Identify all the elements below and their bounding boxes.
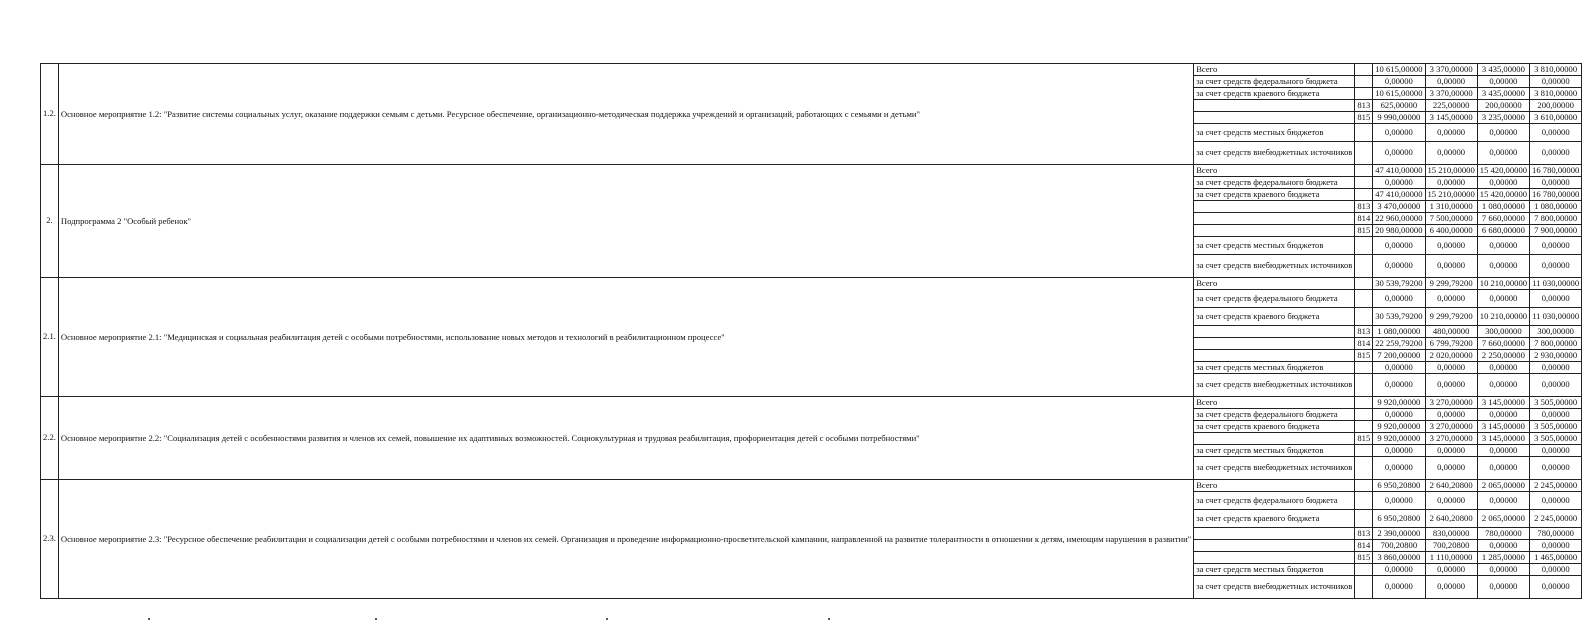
amount-year-1: 830,00000 (1425, 528, 1477, 540)
amount-year-3: 300,00000 (1530, 326, 1582, 338)
funding-source: за счет средств внебюджетных источников (1194, 576, 1355, 599)
budget-code (1355, 492, 1373, 510)
table-row (41, 165, 1582, 177)
budget-code (1355, 510, 1373, 528)
funding-source: за счет средств федерального бюджета (1194, 76, 1355, 88)
amount-year-2: 300,00000 (1477, 326, 1529, 338)
amount-year-2: 2 250,00000 (1477, 350, 1529, 362)
amount-year-1: 7 500,00000 (1425, 213, 1477, 225)
amount-year-1: 2 640,20800 (1425, 510, 1477, 528)
budget-code (1355, 237, 1373, 255)
amount-total: 0,00000 (1373, 76, 1425, 88)
amount-year-2: 0,00000 (1477, 540, 1529, 552)
amount-year-3: 11 030,00000 (1530, 278, 1582, 290)
budget-code (1355, 421, 1373, 433)
funding-source: за счет средств федерального бюджета (1194, 492, 1355, 510)
budget-code (1355, 374, 1373, 397)
amount-year-1: 0,00000 (1425, 362, 1477, 374)
amount-total: 2 390,00000 (1373, 528, 1425, 540)
amount-total: 0,00000 (1373, 564, 1425, 576)
amount-total: 0,00000 (1373, 142, 1425, 165)
amount-year-2: 0,00000 (1477, 124, 1529, 142)
section-name: Основное мероприятие 1.2: "Развитие системы социальных услуг, оказание поддержки семьям с детьми. Ресурсное обеспечение, организационно-методическая поддержка учреждений и организаций, работающих с семьями и детьми" (58, 64, 1193, 165)
amount-year-2: 2 065,00000 (1477, 510, 1529, 528)
budget-code: 815 (1355, 552, 1373, 564)
amount-year-3: 200,00000 (1530, 100, 1582, 112)
funding-source: за счет средств краевого бюджета (1194, 189, 1355, 201)
section-name: Основное мероприятие 2.3: "Ресурсное обеспечение реабилитации и социализации детей с особыми потребностями и членов их семей. Организация и проведение информационно-просветительской кампании, направленной на развитие толерантности в отношении к детям, имеющим нарушения в развитии" (58, 480, 1193, 599)
budget-code: 814 (1355, 540, 1373, 552)
amount-year-1: 15 210,00000 (1425, 165, 1477, 177)
budget-code (1355, 445, 1373, 457)
amount-year-3: 0,00000 (1530, 255, 1582, 278)
budget-code: 815 (1355, 225, 1373, 237)
amount-total: 3 470,00000 (1373, 201, 1425, 213)
amount-year-1: 0,00000 (1425, 237, 1477, 255)
budget-code (1355, 255, 1373, 278)
budget-code: 815 (1355, 350, 1373, 362)
funding-source: за счет средств местных бюджетов (1194, 237, 1355, 255)
funding-source: за счет средств местных бюджетов (1194, 445, 1355, 457)
table-row (41, 278, 1582, 290)
amount-year-3: 2 245,00000 (1530, 510, 1582, 528)
amount-year-3: 0,00000 (1530, 177, 1582, 189)
amount-year-1: 3 370,00000 (1425, 88, 1477, 100)
amount-year-1: 700,20800 (1425, 540, 1477, 552)
amount-year-2: 3 235,00000 (1477, 112, 1529, 124)
amount-year-2: 6 680,00000 (1477, 225, 1529, 237)
amount-year-3: 3 610,00000 (1530, 112, 1582, 124)
funding-source (1194, 552, 1355, 564)
budget-table (40, 63, 1582, 599)
amount-year-2: 3 435,00000 (1477, 88, 1529, 100)
funding-source: за счет средств внебюджетных источников (1194, 374, 1355, 397)
section-index: 2.3. (41, 480, 59, 599)
funding-source (1194, 528, 1355, 540)
amount-total: 0,00000 (1373, 290, 1425, 308)
budget-code (1355, 457, 1373, 480)
budget-code (1355, 76, 1373, 88)
amount-year-2: 0,00000 (1477, 237, 1529, 255)
amount-total: 22 259,79200 (1373, 338, 1425, 350)
funding-source: за счет средств внебюджетных источников (1194, 142, 1355, 165)
funding-source: за счет средств федерального бюджета (1194, 177, 1355, 189)
amount-year-3: 0,00000 (1530, 445, 1582, 457)
section-index: 2.1. (41, 278, 59, 397)
amount-year-1: 225,00000 (1425, 100, 1477, 112)
amount-year-3: 16 780,00000 (1530, 189, 1582, 201)
amount-year-3: 0,00000 (1530, 362, 1582, 374)
amount-total: 9 920,00000 (1373, 433, 1425, 445)
scan-speck (606, 618, 608, 620)
amount-year-2: 15 420,00000 (1477, 189, 1529, 201)
amount-total: 9 990,00000 (1373, 112, 1425, 124)
funding-source: за счет средств федерального бюджета (1194, 290, 1355, 308)
section-index: 2. (41, 165, 59, 278)
amount-year-1: 0,00000 (1425, 457, 1477, 480)
amount-year-3: 0,00000 (1530, 576, 1582, 599)
amount-year-3: 7 900,00000 (1530, 225, 1582, 237)
funding-source: за счет средств федерального бюджета (1194, 409, 1355, 421)
amount-year-3: 3 505,00000 (1530, 397, 1582, 409)
budget-code: 813 (1355, 528, 1373, 540)
amount-year-3: 1 465,00000 (1530, 552, 1582, 564)
funding-source: за счет средств местных бюджетов (1194, 564, 1355, 576)
budget-code (1355, 362, 1373, 374)
amount-year-1: 0,00000 (1425, 177, 1477, 189)
amount-total: 30 539,79200 (1373, 278, 1425, 290)
amount-total: 0,00000 (1373, 409, 1425, 421)
section-name: Подпрограмма 2 "Особый ребенок" (58, 165, 1193, 278)
budget-table-page (40, 63, 1582, 599)
amount-year-1: 0,00000 (1425, 564, 1477, 576)
amount-year-2: 200,00000 (1477, 100, 1529, 112)
funding-source (1194, 100, 1355, 112)
funding-source: за счет средств краевого бюджета (1194, 510, 1355, 528)
amount-year-3: 0,00000 (1530, 457, 1582, 480)
amount-year-3: 16 780,00000 (1530, 165, 1582, 177)
budget-code (1355, 142, 1373, 165)
budget-code (1355, 409, 1373, 421)
amount-total: 0,00000 (1373, 457, 1425, 480)
amount-year-1: 6 400,00000 (1425, 225, 1477, 237)
funding-source: Всего (1194, 278, 1355, 290)
amount-year-3: 0,00000 (1530, 409, 1582, 421)
amount-total: 0,00000 (1373, 445, 1425, 457)
amount-year-3: 0,00000 (1530, 492, 1582, 510)
amount-year-1: 15 210,00000 (1425, 189, 1477, 201)
amount-total: 10 615,00000 (1373, 88, 1425, 100)
amount-total: 0,00000 (1373, 237, 1425, 255)
amount-year-3: 3 810,00000 (1530, 88, 1582, 100)
funding-source (1194, 201, 1355, 213)
amount-year-2: 0,00000 (1477, 445, 1529, 457)
amount-year-2: 3 435,00000 (1477, 64, 1529, 76)
amount-year-2: 7 660,00000 (1477, 338, 1529, 350)
section-index: 1.2. (41, 64, 59, 165)
amount-year-3: 7 800,00000 (1530, 338, 1582, 350)
amount-year-1: 0,00000 (1425, 576, 1477, 599)
budget-code (1355, 88, 1373, 100)
amount-year-1: 1 310,00000 (1425, 201, 1477, 213)
budget-code (1355, 397, 1373, 409)
amount-total: 6 950,20800 (1373, 480, 1425, 492)
scan-speck (828, 618, 830, 620)
section-index: 2.2. (41, 397, 59, 480)
section-name: Основное мероприятие 2.2: "Социализация детей с особенностями развития и членов их семей, повышение их адаптивных возможностей. Социокультурная и трудовая реабилитация, профориентация детей с особыми потребностями" (58, 397, 1193, 480)
amount-year-3: 3 810,00000 (1530, 64, 1582, 76)
amount-total: 0,00000 (1373, 255, 1425, 278)
amount-year-2: 0,00000 (1477, 409, 1529, 421)
funding-source: за счет средств краевого бюджета (1194, 421, 1355, 433)
amount-total: 7 200,00000 (1373, 350, 1425, 362)
amount-total: 625,00000 (1373, 100, 1425, 112)
amount-total: 47 410,00000 (1373, 189, 1425, 201)
amount-total: 6 950,20800 (1373, 510, 1425, 528)
funding-source: за счет средств местных бюджетов (1194, 124, 1355, 142)
funding-source: Всего (1194, 165, 1355, 177)
amount-year-3: 2 245,00000 (1530, 480, 1582, 492)
amount-total: 22 960,00000 (1373, 213, 1425, 225)
budget-code: 813 (1355, 201, 1373, 213)
amount-year-1: 1 110,00000 (1425, 552, 1477, 564)
amount-year-2: 0,00000 (1477, 142, 1529, 165)
budget-code (1355, 177, 1373, 189)
amount-total: 9 920,00000 (1373, 421, 1425, 433)
amount-total: 0,00000 (1373, 576, 1425, 599)
amount-total: 9 920,00000 (1373, 397, 1425, 409)
amount-year-3: 0,00000 (1530, 374, 1582, 397)
amount-year-1: 9 299,79200 (1425, 278, 1477, 290)
amount-year-1: 6 799,79200 (1425, 338, 1477, 350)
amount-year-2: 15 420,00000 (1477, 165, 1529, 177)
amount-year-2: 0,00000 (1477, 374, 1529, 397)
amount-year-2: 0,00000 (1477, 457, 1529, 480)
budget-code: 813 (1355, 326, 1373, 338)
table-row (41, 480, 1582, 492)
amount-year-1: 0,00000 (1425, 142, 1477, 165)
funding-source: за счет средств местных бюджетов (1194, 362, 1355, 374)
amount-year-2: 3 145,00000 (1477, 433, 1529, 445)
amount-year-1: 0,00000 (1425, 76, 1477, 88)
funding-source: за счет средств краевого бюджета (1194, 308, 1355, 326)
amount-total: 0,00000 (1373, 362, 1425, 374)
funding-source: за счет средств внебюджетных источников (1194, 457, 1355, 480)
amount-year-2: 0,00000 (1477, 290, 1529, 308)
budget-code: 814 (1355, 213, 1373, 225)
amount-year-1: 0,00000 (1425, 492, 1477, 510)
budget-code (1355, 576, 1373, 599)
amount-year-2: 0,00000 (1477, 576, 1529, 599)
amount-total: 10 615,00000 (1373, 64, 1425, 76)
amount-year-2: 0,00000 (1477, 362, 1529, 374)
amount-year-3: 3 505,00000 (1530, 433, 1582, 445)
amount-total: 0,00000 (1373, 374, 1425, 397)
budget-code (1355, 564, 1373, 576)
funding-source (1194, 350, 1355, 362)
amount-year-3: 0,00000 (1530, 76, 1582, 88)
scan-speck (375, 618, 377, 620)
amount-total: 3 860,00000 (1373, 552, 1425, 564)
amount-year-2: 1 080,00000 (1477, 201, 1529, 213)
amount-year-3: 0,00000 (1530, 142, 1582, 165)
amount-year-1: 3 145,00000 (1425, 112, 1477, 124)
amount-year-2: 780,00000 (1477, 528, 1529, 540)
amount-year-2: 3 145,00000 (1477, 421, 1529, 433)
funding-source (1194, 540, 1355, 552)
amount-year-1: 0,00000 (1425, 374, 1477, 397)
amount-year-2: 10 210,00000 (1477, 278, 1529, 290)
amount-year-1: 0,00000 (1425, 290, 1477, 308)
budget-code (1355, 189, 1373, 201)
amount-year-1: 2 020,00000 (1425, 350, 1477, 362)
amount-year-3: 780,00000 (1530, 528, 1582, 540)
budget-code (1355, 124, 1373, 142)
amount-year-3: 0,00000 (1530, 540, 1582, 552)
amount-year-2: 0,00000 (1477, 76, 1529, 88)
amount-year-3: 0,00000 (1530, 124, 1582, 142)
amount-year-2: 2 065,00000 (1477, 480, 1529, 492)
amount-year-1: 3 370,00000 (1425, 64, 1477, 76)
amount-year-1: 3 270,00000 (1425, 433, 1477, 445)
funding-source: Всего (1194, 64, 1355, 76)
budget-code (1355, 278, 1373, 290)
funding-source (1194, 112, 1355, 124)
amount-year-2: 0,00000 (1477, 564, 1529, 576)
budget-code: 815 (1355, 112, 1373, 124)
budget-code: 815 (1355, 433, 1373, 445)
amount-year-3: 0,00000 (1530, 237, 1582, 255)
amount-year-2: 3 145,00000 (1477, 397, 1529, 409)
amount-total: 0,00000 (1373, 177, 1425, 189)
amount-year-3: 7 800,00000 (1530, 213, 1582, 225)
table-row (41, 64, 1582, 76)
budget-code: 814 (1355, 338, 1373, 350)
amount-year-1: 0,00000 (1425, 445, 1477, 457)
amount-year-2: 1 285,00000 (1477, 552, 1529, 564)
amount-year-1: 9 299,79200 (1425, 308, 1477, 326)
amount-total: 20 980,00000 (1373, 225, 1425, 237)
amount-year-3: 0,00000 (1530, 290, 1582, 308)
amount-year-2: 0,00000 (1477, 492, 1529, 510)
amount-year-3: 0,00000 (1530, 564, 1582, 576)
funding-source (1194, 338, 1355, 350)
amount-year-2: 7 660,00000 (1477, 213, 1529, 225)
amount-total: 700,20800 (1373, 540, 1425, 552)
amount-year-1: 3 270,00000 (1425, 397, 1477, 409)
amount-year-1: 480,00000 (1425, 326, 1477, 338)
funding-source: Всего (1194, 397, 1355, 409)
budget-code (1355, 480, 1373, 492)
amount-year-1: 2 640,20800 (1425, 480, 1477, 492)
amount-total: 0,00000 (1373, 492, 1425, 510)
amount-total: 1 080,00000 (1373, 326, 1425, 338)
amount-year-1: 0,00000 (1425, 409, 1477, 421)
budget-code: 813 (1355, 100, 1373, 112)
budget-code (1355, 308, 1373, 326)
funding-source: за счет средств внебюджетных источников (1194, 255, 1355, 278)
amount-year-1: 3 270,00000 (1425, 421, 1477, 433)
amount-year-3: 1 080,00000 (1530, 201, 1582, 213)
amount-year-1: 0,00000 (1425, 124, 1477, 142)
amount-total: 30 539,79200 (1373, 308, 1425, 326)
budget-code (1355, 290, 1373, 308)
section-name: Основное мероприятие 2.1: "Медицинская и социальная реабилитация детей с особыми потребностями, использование новых методов и технологий в реабилитационном процессе" (58, 278, 1193, 397)
scan-speck (148, 618, 150, 620)
funding-source (1194, 213, 1355, 225)
amount-year-1: 0,00000 (1425, 255, 1477, 278)
amount-year-3: 3 505,00000 (1530, 421, 1582, 433)
funding-source (1194, 326, 1355, 338)
amount-year-2: 10 210,00000 (1477, 308, 1529, 326)
amount-total: 0,00000 (1373, 124, 1425, 142)
funding-source: Всего (1194, 480, 1355, 492)
amount-total: 47 410,00000 (1373, 165, 1425, 177)
table-row (41, 397, 1582, 409)
budget-code (1355, 64, 1373, 76)
amount-year-2: 0,00000 (1477, 255, 1529, 278)
amount-year-3: 11 030,00000 (1530, 308, 1582, 326)
funding-source: за счет средств краевого бюджета (1194, 88, 1355, 100)
funding-source (1194, 433, 1355, 445)
amount-year-2: 0,00000 (1477, 177, 1529, 189)
budget-code (1355, 165, 1373, 177)
amount-year-3: 2 930,00000 (1530, 350, 1582, 362)
funding-source (1194, 225, 1355, 237)
